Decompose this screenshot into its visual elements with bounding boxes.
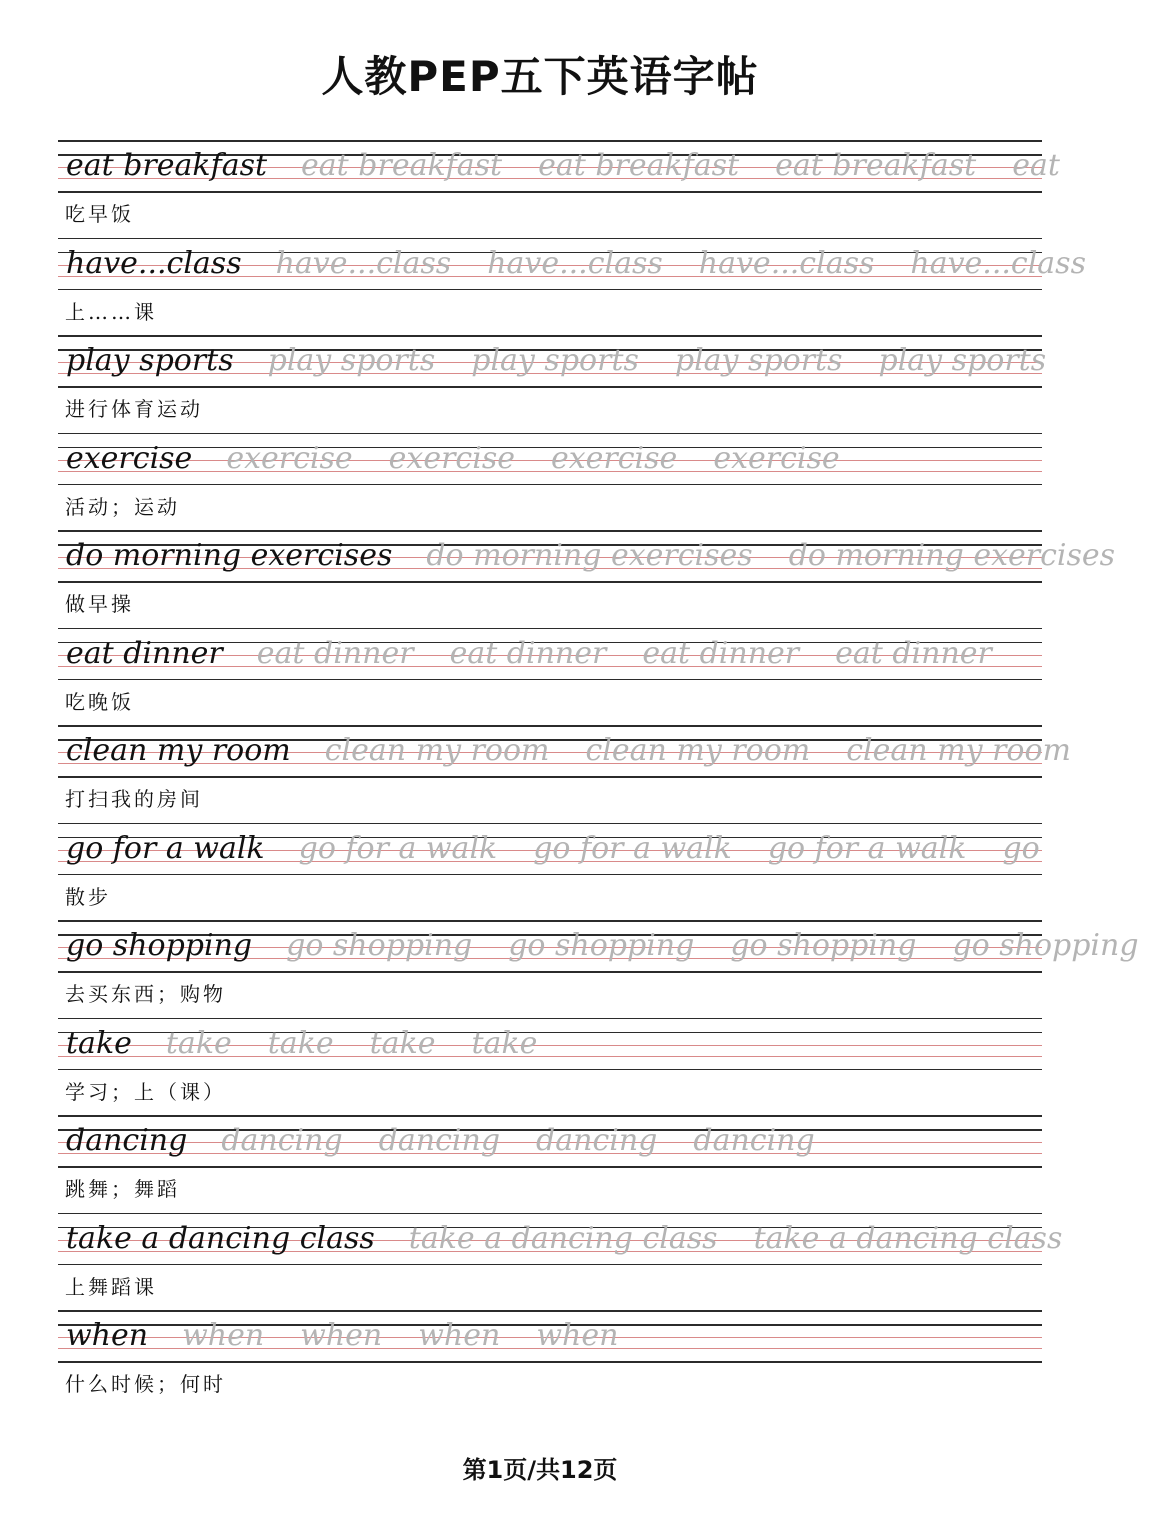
model-word: take a dancing class (66, 1220, 375, 1256)
trace-word: dancing (693, 1123, 815, 1158)
trace-word: eat dinner (256, 635, 414, 671)
trace-word: dancing (221, 1123, 343, 1158)
model-word: dancing (66, 1123, 188, 1158)
model-word: eat breakfast (66, 148, 268, 183)
four-line-grid (58, 238, 1086, 290)
trace-word: go for a walk (767, 830, 967, 866)
four-line-grid (58, 1018, 1042, 1070)
model-word: eat dinner (66, 635, 223, 671)
words-line (66, 825, 1076, 873)
words-line (66, 727, 1107, 775)
practice-entry (58, 433, 1042, 531)
chinese-meaning: 进行体育运动 (65, 397, 203, 421)
words-line (66, 337, 1082, 385)
words-line (66, 142, 1096, 190)
trace-word: play sports (471, 343, 639, 378)
trace-word: do morning exercises (788, 538, 1116, 573)
guide-line (58, 1264, 1042, 1266)
chinese-meaning: 打扫我的房间 (65, 787, 203, 811)
trace-word: dancing (536, 1123, 658, 1158)
trace-word: go shopping (952, 928, 1139, 963)
trace-word: go shopping (508, 928, 695, 963)
trace-word: take (369, 1025, 436, 1061)
trace-word: eat dinner (642, 635, 800, 671)
words-line (66, 240, 1122, 288)
trace-word: clean my room (846, 733, 1071, 768)
four-line-grid (58, 920, 1139, 972)
trace-word: go (1002, 830, 1040, 866)
guide-line (58, 874, 1042, 876)
trace-word: exercise (226, 440, 353, 476)
guide-line (58, 1361, 1042, 1363)
trace-word: go for a walk (533, 830, 732, 866)
trace-word: exercise (388, 440, 515, 476)
model-word: go for a walk (66, 830, 265, 866)
trace-word: exercise (550, 440, 678, 476)
guide-line (58, 1166, 1042, 1168)
trace-word: eat breakfast (301, 148, 503, 183)
trace-word: go shopping (730, 928, 917, 963)
trace-word: when (182, 1318, 265, 1353)
four-line-grid (58, 823, 1042, 875)
trace-word: eat breakfast (538, 148, 740, 183)
guide-line (58, 1069, 1042, 1071)
practice-entry (58, 920, 1139, 1018)
practice-entry (58, 335, 1047, 433)
chinese-meaning: 去买东西；购物 (65, 982, 226, 1006)
trace-word: clean my room (324, 733, 550, 768)
trace-word: when (536, 1318, 619, 1353)
practice-entry (58, 1213, 1063, 1311)
trace-word: dancing (378, 1123, 501, 1158)
model-word: go shopping (66, 928, 253, 963)
trace-word: eat breakfast (775, 148, 977, 183)
guide-line (58, 581, 1042, 583)
practice-entry (58, 140, 1060, 238)
trace-word: have...class (487, 245, 663, 281)
chinese-meaning: 活动；运动 (65, 494, 180, 519)
four-line-grid (58, 628, 1042, 680)
four-line-grid (58, 335, 1047, 387)
four-line-grid (58, 1310, 1042, 1362)
trace-word: do morning exercises (426, 538, 753, 573)
model-word: take (66, 1025, 132, 1061)
chinese-meaning: 上舞蹈课 (65, 1274, 157, 1299)
practice-entry (58, 1310, 1042, 1408)
words-line (66, 1215, 1098, 1263)
chinese-meaning: 什么时候；何时 (65, 1372, 226, 1396)
guide-line (58, 386, 1042, 388)
chinese-meaning: 吃晚饭 (65, 689, 134, 714)
trace-word: eat dinner (449, 635, 607, 671)
practice-entry (58, 725, 1071, 823)
model-word: when (66, 1318, 149, 1353)
trace-word: play sports (267, 343, 436, 378)
trace-word: clean my room (585, 733, 811, 768)
trace-word: have...class (275, 245, 452, 281)
chinese-meaning: 上……课 (65, 299, 157, 324)
practice-entry (58, 530, 1116, 628)
trace-word: when (418, 1318, 501, 1353)
trace-word: play sports (674, 343, 843, 378)
trace-word: take (471, 1025, 538, 1061)
words-line (66, 1312, 654, 1360)
four-line-grid (58, 530, 1116, 582)
model-word: do morning exercises (66, 538, 393, 573)
trace-word: take (267, 1025, 334, 1061)
four-line-grid (58, 140, 1060, 192)
trace-word: have...class (910, 245, 1086, 281)
words-line (66, 922, 1175, 970)
practice-entry (58, 1018, 1042, 1116)
practice-entry (58, 628, 1042, 726)
trace-word: take (165, 1025, 232, 1061)
chinese-meaning: 散步 (65, 884, 111, 909)
model-word: clean my room (66, 733, 291, 768)
model-word: have...class (66, 245, 242, 281)
words-line (66, 1020, 573, 1068)
words-line (66, 1117, 851, 1165)
trace-word: when (300, 1318, 383, 1353)
trace-word: play sports (878, 343, 1047, 378)
chinese-meaning: 吃早饭 (65, 202, 134, 226)
chinese-meaning: 跳舞；舞蹈 (65, 1177, 180, 1201)
four-line-grid (58, 1213, 1063, 1265)
trace-word: go for a walk (298, 830, 498, 866)
practice-entry (58, 823, 1042, 921)
trace-word: go shopping (286, 928, 473, 963)
guide-line (58, 971, 1042, 973)
practice-entry (58, 1115, 1042, 1213)
four-line-grid (58, 433, 1042, 485)
guide-line (58, 679, 1042, 681)
four-line-grid (58, 725, 1071, 777)
trace-word: exercise (713, 440, 840, 476)
guide-line (58, 484, 1042, 486)
guide-line (58, 289, 1042, 291)
page-title: 人教PEP五下英语字帖 (321, 52, 759, 101)
trace-word: take a dancing class (408, 1220, 718, 1256)
words-line (66, 435, 876, 483)
trace-word: eat dinner (835, 635, 992, 671)
trace-word: eat (1012, 148, 1060, 183)
practice-entry (58, 238, 1086, 336)
model-word: play sports (66, 343, 234, 378)
trace-word: have...class (698, 245, 875, 281)
four-line-grid (58, 1115, 1042, 1167)
guide-line (58, 191, 1042, 193)
chinese-meaning: 做早操 (65, 592, 134, 616)
words-line (66, 532, 1151, 580)
guide-line (58, 776, 1042, 778)
words-line (66, 630, 1028, 678)
trace-word: take a dancing class (753, 1220, 1063, 1256)
chinese-meaning: 学习；上（课） (65, 1079, 226, 1104)
model-word: exercise (66, 440, 193, 476)
page-number: 第1页/共12页 (462, 1456, 618, 1484)
